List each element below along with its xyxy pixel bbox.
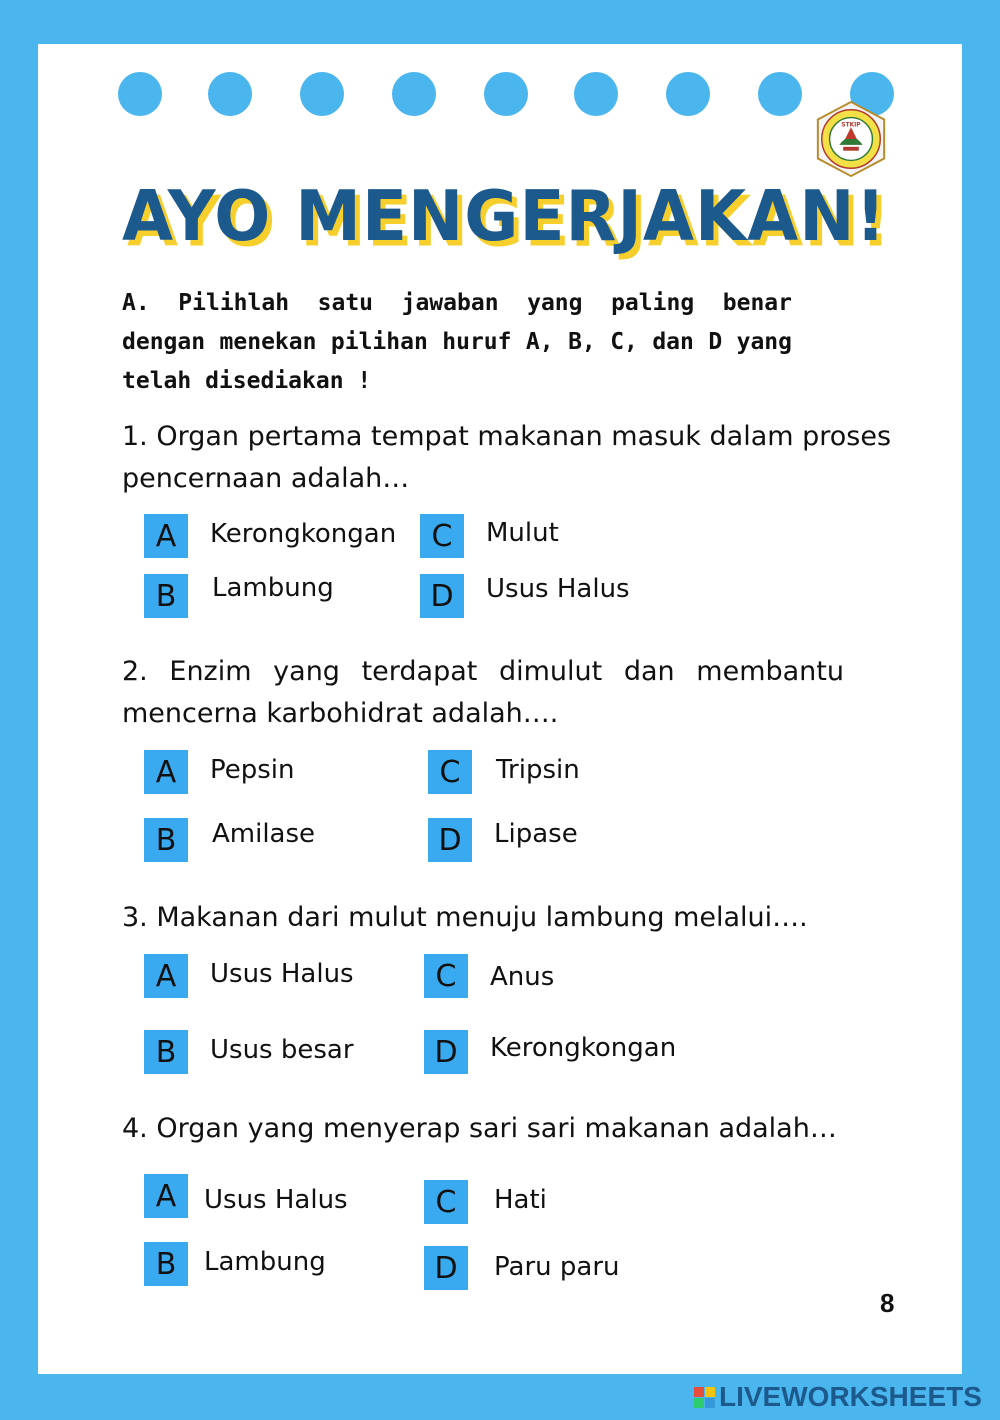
q4-option-a-label: Usus Halus bbox=[204, 1185, 348, 1215]
binder-hole bbox=[118, 72, 162, 116]
q3-option-d-label: Kerongkongan bbox=[490, 1033, 677, 1063]
q3-option-a-label: Usus Halus bbox=[210, 959, 354, 989]
q4-option-d-button[interactable]: D bbox=[424, 1246, 468, 1290]
q2-option-d-label: Lipase bbox=[494, 819, 578, 849]
q4-option-c-button[interactable]: C bbox=[424, 1180, 468, 1224]
q4-option-a-button[interactable]: A bbox=[144, 1174, 188, 1218]
q2-option-d-button[interactable]: D bbox=[428, 818, 472, 862]
q3-option-b-button[interactable]: B bbox=[144, 1030, 188, 1074]
q3-option-a-button[interactable]: A bbox=[144, 954, 188, 998]
page-title: AYO MENGERJAKAN! bbox=[122, 176, 887, 257]
q1-option-d-button[interactable]: D bbox=[420, 574, 464, 618]
question-1-text: 1. Organ pertama tempat makanan masuk dalam proses pencernaan adalah… bbox=[122, 421, 892, 494]
q2-option-b-label: Amilase bbox=[212, 819, 316, 849]
watermark[interactable] bbox=[694, 1378, 982, 1416]
q1-option-c-label: Mulut bbox=[486, 518, 559, 548]
q2-option-c-button[interactable]: C bbox=[428, 750, 472, 794]
q3-option-c-button[interactable]: C bbox=[424, 954, 468, 998]
question-4-text: 4. Organ yang menyerap sari sari makanan adalah… bbox=[122, 1113, 837, 1144]
page-number: 8 bbox=[880, 1288, 895, 1318]
q4-option-b-label: Lambung bbox=[204, 1247, 326, 1277]
question-3-text: 3. Makanan dari mulut menuju lambung melalui…. bbox=[122, 902, 808, 933]
q1-option-b-button[interactable]: B bbox=[144, 574, 188, 618]
q4-option-d-label: Paru paru bbox=[494, 1252, 620, 1282]
logo-text: STKIP bbox=[841, 122, 861, 129]
q2-option-a-label: Pepsin bbox=[210, 755, 295, 785]
binder-hole bbox=[208, 72, 252, 116]
q3-option-d-button[interactable]: D bbox=[424, 1030, 468, 1074]
watermark-text: LIVEWORKSHEETS bbox=[719, 1381, 982, 1412]
q4-option-b-button[interactable]: B bbox=[144, 1242, 188, 1286]
q3-option-c-label: Anus bbox=[490, 962, 555, 992]
q1-option-d-label: Usus Halus bbox=[486, 574, 630, 604]
q2-option-c-label: Tripsin bbox=[496, 755, 580, 785]
binder-hole bbox=[574, 72, 618, 116]
q1-option-a-button[interactable]: A bbox=[144, 514, 188, 558]
q4-option-c-label: Hati bbox=[494, 1185, 547, 1215]
q2-option-b-button[interactable]: B bbox=[144, 818, 188, 862]
q3-option-b-label: Usus besar bbox=[210, 1035, 354, 1065]
binder-hole bbox=[300, 72, 344, 116]
binder-hole bbox=[392, 72, 436, 116]
binder-hole bbox=[666, 72, 710, 116]
question-2-text: 2. Enzim yang terdapat dimulut dan membantu mencerna karbohidrat adalah…. bbox=[122, 656, 844, 729]
binder-hole bbox=[484, 72, 528, 116]
instruction-text: A. Pilihlah satu jawaban yang paling benar dengan menekan pilihan huruf A, B, C, dan D yang telah disediakan ! bbox=[122, 290, 792, 394]
liveworksheets-logo-icon bbox=[694, 1387, 715, 1408]
q1-option-b-label: Lambung bbox=[212, 573, 334, 603]
q2-option-a-button[interactable]: A bbox=[144, 750, 188, 794]
college-seal-icon bbox=[812, 100, 890, 178]
q1-option-a-label: Kerongkongan bbox=[210, 519, 397, 549]
binder-hole bbox=[758, 72, 802, 116]
q1-option-c-button[interactable]: C bbox=[420, 514, 464, 558]
